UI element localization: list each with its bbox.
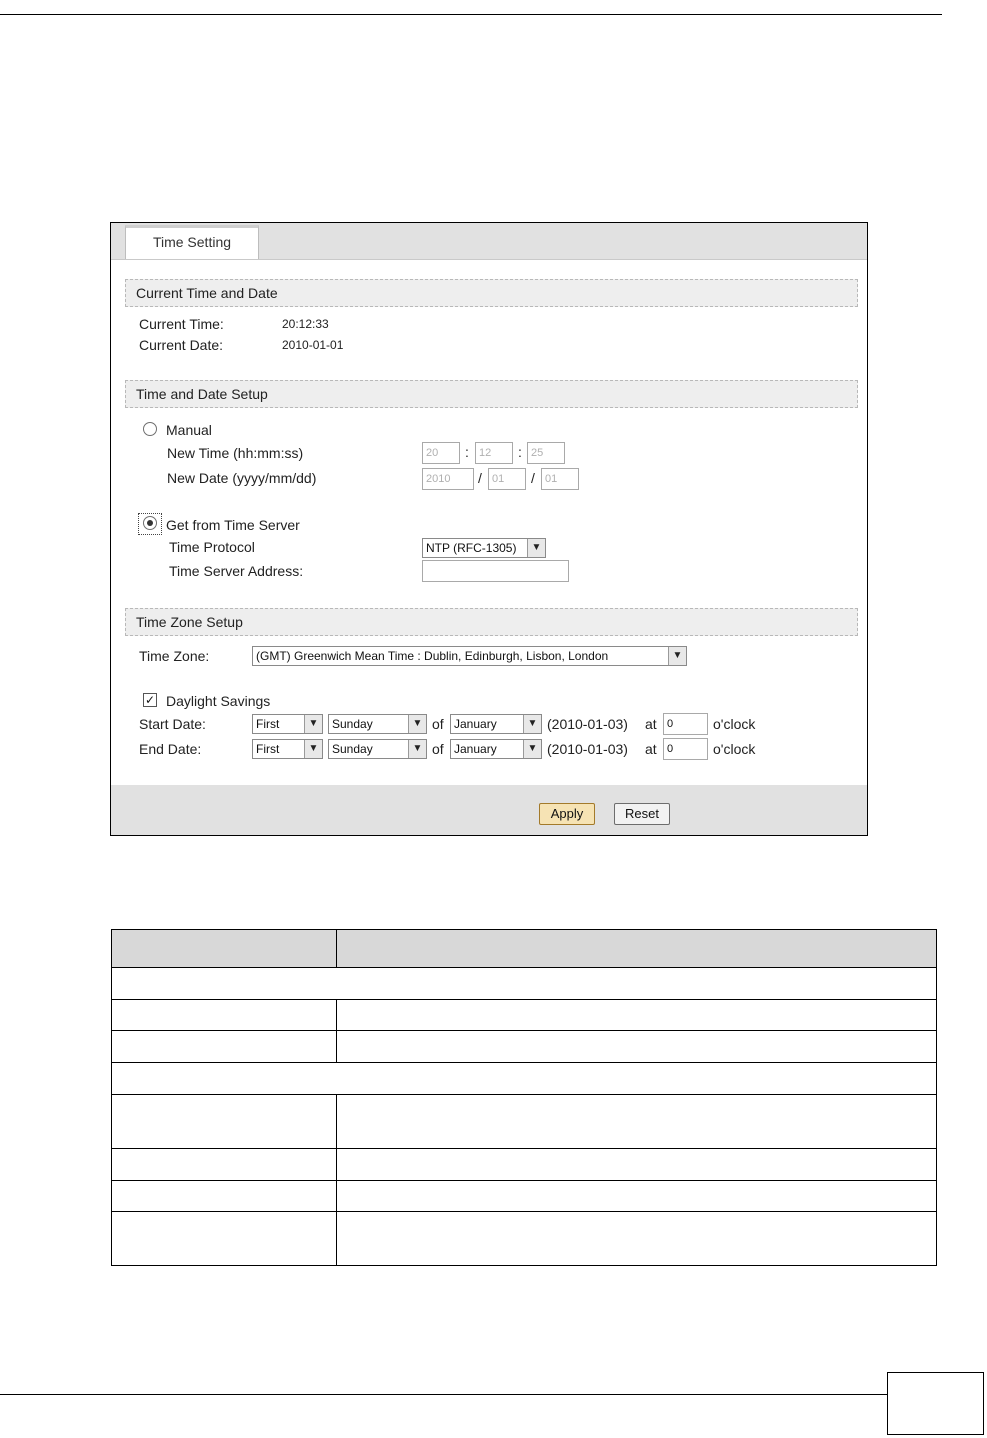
- time-separator: :: [518, 444, 522, 460]
- end-month-select[interactable]: [450, 739, 542, 759]
- time-zone-label: Time Zone:: [139, 648, 210, 664]
- start-day-value: Sunday: [332, 717, 373, 731]
- section-time-date-setup: Time and Date Setup: [125, 380, 858, 408]
- new-time-second-input[interactable]: 25: [527, 442, 565, 464]
- time-protocol-select[interactable]: [422, 538, 546, 558]
- time-separator: :: [465, 444, 469, 460]
- end-date-label: End Date:: [139, 741, 202, 757]
- time-zone-select[interactable]: [252, 646, 687, 666]
- daylight-savings-label: Daylight Savings: [166, 693, 271, 709]
- start-week-value: First: [256, 717, 280, 731]
- button-bar: [111, 785, 867, 836]
- current-time-value: 20:12:33: [282, 317, 329, 331]
- time-protocol-label: Time Protocol: [169, 539, 255, 555]
- new-time-hour-input[interactable]: 20: [422, 442, 460, 464]
- end-oclock-text: o'clock: [713, 741, 756, 757]
- manual-label: Manual: [166, 422, 212, 438]
- table-cell: [337, 1212, 937, 1266]
- new-date-year-input[interactable]: 2010: [422, 468, 474, 490]
- daylight-savings-checkbox[interactable]: ✓: [144, 693, 156, 707]
- time-zone-value: (GMT) Greenwich Mean Time : Dublin, Edinburgh, Lisbon, London: [256, 649, 609, 663]
- table-cell: [337, 1000, 937, 1031]
- table-header-row: [112, 930, 937, 968]
- date-separator: /: [531, 470, 535, 486]
- table-cell: [112, 1000, 337, 1031]
- end-day-select[interactable]: [328, 739, 427, 759]
- current-time-label: Current Time:: [139, 316, 224, 332]
- table-row: [112, 1149, 937, 1181]
- table-cell: [112, 1149, 337, 1181]
- start-at-text: at: [645, 716, 657, 732]
- new-time-minute-input[interactable]: 12: [475, 442, 513, 464]
- table-cell: [337, 1149, 937, 1181]
- start-computed-date: (2010-01-03): [547, 716, 628, 732]
- chevron-down-icon: ▼: [408, 715, 426, 733]
- table-cell: [112, 1031, 337, 1063]
- start-date-label: Start Date:: [139, 716, 206, 732]
- time-server-label: Get from Time Server: [166, 517, 300, 533]
- chevron-down-icon: ▼: [527, 539, 545, 557]
- table-row: [112, 1031, 937, 1063]
- end-week-value: First: [256, 742, 280, 756]
- tab-bar: [111, 223, 867, 260]
- table-cell: [112, 968, 937, 1000]
- header-rule: [0, 14, 942, 15]
- table-row: [112, 968, 937, 1000]
- start-oclock-text: o'clock: [713, 716, 756, 732]
- table-row: [112, 1212, 937, 1266]
- time-setting-screen: [110, 222, 868, 836]
- start-month-select[interactable]: [450, 714, 542, 734]
- new-time-label: New Time (hh:mm:ss): [167, 445, 304, 461]
- end-at-text: at: [645, 741, 657, 757]
- end-hour-input[interactable]: 0: [663, 738, 708, 760]
- chevron-down-icon: ▼: [523, 740, 541, 758]
- table-cell: [337, 1095, 937, 1149]
- date-separator: /: [478, 470, 482, 486]
- start-of-text: of: [432, 716, 444, 732]
- start-hour-input[interactable]: 0: [663, 713, 708, 735]
- start-month-value: January: [454, 717, 497, 731]
- chevron-down-icon: ▼: [523, 715, 541, 733]
- new-date-month-input[interactable]: 01: [488, 468, 526, 490]
- page-number-box: [887, 1372, 984, 1435]
- time-server-address-input[interactable]: [422, 560, 569, 582]
- manual-radio[interactable]: [143, 422, 157, 436]
- new-date-day-input[interactable]: 01: [541, 468, 579, 490]
- table-row: [112, 1181, 937, 1212]
- end-day-value: Sunday: [332, 742, 373, 756]
- reset-button[interactable]: Reset: [614, 803, 670, 825]
- table-cell: [112, 1095, 337, 1149]
- table-cell: [112, 930, 337, 968]
- table-cell: [112, 1181, 337, 1212]
- table-cell: [112, 1063, 937, 1095]
- end-of-text: of: [432, 741, 444, 757]
- chevron-down-icon: ▼: [408, 740, 426, 758]
- time-protocol-value: NTP (RFC-1305): [426, 541, 517, 555]
- table-cell: [337, 1181, 937, 1212]
- time-server-address-label: Time Server Address:: [169, 563, 304, 579]
- table-row: [112, 1000, 937, 1031]
- field-description-table: [111, 929, 937, 1266]
- new-date-label: New Date (yyyy/mm/dd): [167, 470, 317, 486]
- end-week-select[interactable]: [252, 739, 323, 759]
- table-row: [112, 1063, 937, 1095]
- chevron-down-icon: ▼: [304, 715, 322, 733]
- time-server-radio[interactable]: [143, 516, 157, 530]
- end-month-value: January: [454, 742, 497, 756]
- current-date-value: 2010-01-01: [282, 338, 344, 352]
- table-cell: [337, 1031, 937, 1063]
- start-day-select[interactable]: [328, 714, 427, 734]
- end-computed-date: (2010-01-03): [547, 741, 628, 757]
- table-cell: [337, 930, 937, 968]
- section-time-zone-setup: Time Zone Setup: [125, 608, 858, 636]
- current-date-label: Current Date:: [139, 337, 224, 353]
- chevron-down-icon: ▼: [668, 647, 686, 665]
- chevron-down-icon: ▼: [304, 740, 322, 758]
- section-current-time-date: Current Time and Date: [125, 279, 858, 307]
- table-cell: [112, 1212, 337, 1266]
- tab-time-setting[interactable]: Time Setting: [125, 225, 259, 259]
- apply-button[interactable]: Apply: [539, 803, 595, 825]
- table-row: [112, 1095, 937, 1149]
- footer-rule: [0, 1394, 887, 1395]
- start-week-select[interactable]: [252, 714, 323, 734]
